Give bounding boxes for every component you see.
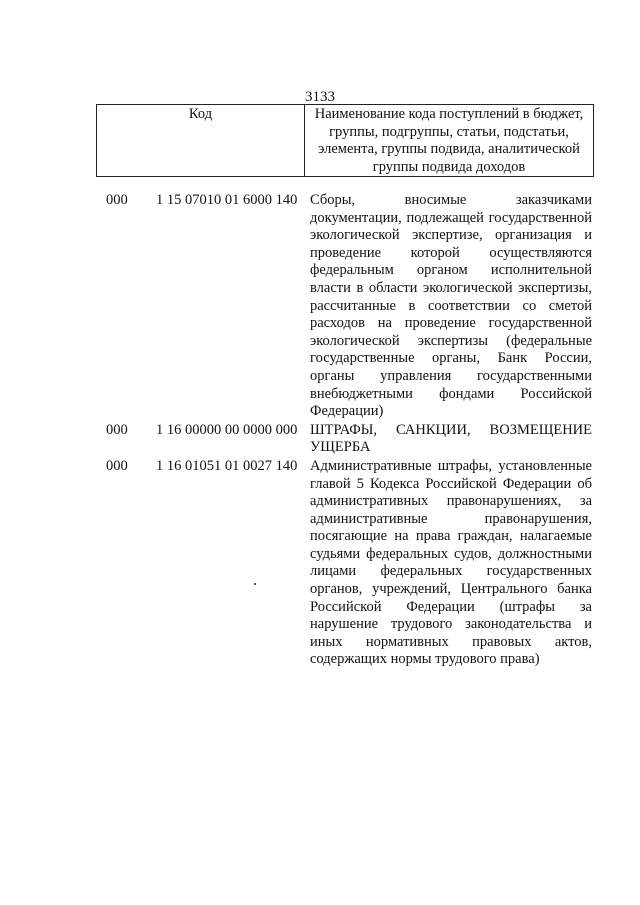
page-number: 3133 bbox=[305, 89, 335, 105]
table-header bbox=[96, 104, 594, 177]
scan-speck bbox=[254, 583, 256, 585]
income-code-cell: 1 16 00000 00 0000 000 bbox=[156, 421, 298, 438]
income-code-cell: 1 15 07010 01 6000 140 bbox=[156, 192, 298, 208]
income-codes-table bbox=[96, 192, 594, 669]
admin-code-cell: 000 bbox=[106, 192, 128, 208]
income-name-cell: ШТРАФЫ, САНКЦИИ, ВОЗМЕЩЕНИЕ УЩЕРБА bbox=[310, 421, 592, 456]
income-code-cell: 1 16 01051 01 0027 140 bbox=[156, 457, 298, 474]
admin-code-cell: 000 bbox=[106, 457, 128, 474]
header-name-column: Наименование кода поступлений в бюджет, группы, подгруппы, статьи, подстатьи, элемента, группы подвида, аналитической группы подвида доходов bbox=[305, 105, 594, 177]
admin-code-cell: 000 bbox=[106, 421, 128, 438]
header-code-column: Код bbox=[97, 105, 305, 177]
table-row bbox=[96, 422, 594, 458]
table-row bbox=[96, 458, 594, 669]
income-name-cell: Сборы, вносимые заказчиками документации, подлежащей государственной экологической экспертизе, организация и проведение которой осуществляются федеральным органом исполнительной власти в области экологической экспертизы, рассчитанные в соответствии со сметой расходов на проведение государственной экологической экспертизы (федеральные государственные органы, Банк России, органы управления государственными внебюджетными фондами Российской Федерации) bbox=[310, 192, 592, 420]
table-row bbox=[96, 192, 594, 422]
income-name-cell: Административные штрафы, установленные главой 5 Кодекса Российской Федерации об административных правонарушениях, за административные правонарушения, посягающие на права граждан, налагаемые судьями федеральных судов, должностными лицами федеральных государственных органов, учреждений, Центрального банка Российской Федерации (штрафы за нарушение трудового законодательства и иных нормативных правовых актов, содержащих нормы трудового права) bbox=[310, 457, 592, 668]
